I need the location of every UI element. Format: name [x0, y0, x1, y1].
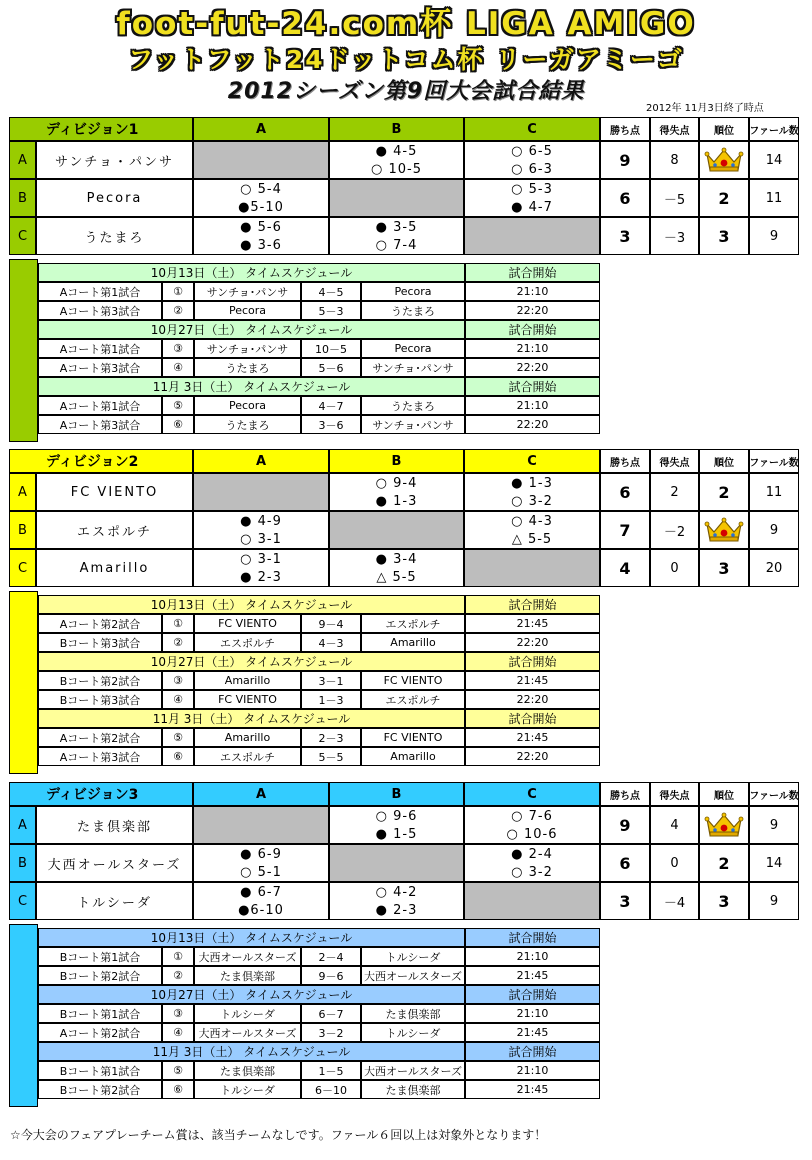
match-result: ● 4-5 — [375, 143, 418, 159]
goal-difference: －5 — [650, 179, 699, 217]
match-score: 4－5 — [301, 282, 361, 301]
column-header-fouls: ファール数 — [749, 782, 799, 806]
column-header-a: A — [193, 782, 329, 806]
match-number: ⑤ — [162, 396, 194, 415]
schedule-date-header: 10月27日（土） タイムスケジュール — [38, 320, 465, 339]
match-number: ⑥ — [162, 1080, 194, 1099]
match-away-team: トルシーダ — [361, 947, 465, 966]
column-header-b: B — [329, 117, 464, 141]
match-away-team: FC VIENTO — [361, 728, 465, 747]
match-number: ② — [162, 966, 194, 985]
match-home-team: トルシーダ — [194, 1080, 301, 1099]
team-letter: B — [9, 511, 36, 549]
goal-difference: 0 — [650, 844, 699, 882]
match-court: Aコート第1試合 — [38, 339, 162, 358]
match-home-team: サンチョ･パンサ — [194, 339, 301, 358]
schedule-start-header: 試合開始 — [465, 263, 600, 282]
column-header-goal-diff: 得失点 — [650, 782, 699, 806]
goal-difference: 2 — [650, 473, 699, 511]
match-result: ○ 3-2 — [511, 864, 553, 880]
team-letter: B — [9, 179, 36, 217]
win-points: 7 — [600, 511, 650, 549]
self-match-cell — [193, 141, 329, 179]
foul-count: 14 — [749, 141, 799, 179]
match-result: ○ 4-2 — [375, 884, 418, 900]
match-court: Aコート第2試合 — [38, 728, 162, 747]
match-result: ● 1-3 — [511, 475, 553, 491]
match-result: ○ 5-4 — [240, 181, 282, 197]
page-subtitle: 2012シーズン第9回大会試合結果 — [227, 79, 585, 104]
schedule-start-header: 試合開始 — [465, 652, 600, 671]
match-result: ○ 7-4 — [375, 237, 418, 253]
match-court: Aコート第2試合 — [38, 614, 162, 633]
match-result: ○ 5-1 — [240, 864, 282, 880]
match-away-team: うたまろ — [361, 301, 465, 320]
self-match-cell — [329, 511, 464, 549]
match-score: 10－5 — [301, 339, 361, 358]
match-away-team: サンチョ･パンサ — [361, 358, 465, 377]
match-number: ① — [162, 282, 194, 301]
rank: 3 — [699, 549, 749, 587]
crown-icon — [704, 146, 744, 174]
match-home-team: Amarillo — [194, 671, 301, 690]
match-number: ② — [162, 301, 194, 320]
schedule-start-header: 試合開始 — [465, 709, 600, 728]
division-side-bar — [9, 924, 38, 1107]
division-side-bar — [9, 259, 38, 442]
match-court: Aコート第3試合 — [38, 415, 162, 434]
match-home-team: Pecora — [194, 301, 301, 320]
match-score: 3－2 — [301, 1023, 361, 1042]
match-result: ● 5-6 — [240, 219, 282, 235]
division-title: ディビジョン1 — [9, 117, 193, 141]
foul-count: 9 — [749, 217, 799, 255]
match-away-team: たま倶楽部 — [361, 1080, 465, 1099]
match-court: Aコート第1試合 — [38, 396, 162, 415]
as-of-date: 2012年 11月3日終了時点 — [646, 103, 764, 114]
column-header-win-points: 勝ち点 — [600, 782, 650, 806]
foul-count: 11 — [749, 473, 799, 511]
team-name: エスポルチ — [36, 511, 193, 549]
column-header-a: A — [193, 117, 329, 141]
division-side-bar — [9, 591, 38, 774]
column-header-fouls: ファール数 — [749, 117, 799, 141]
schedule-start-header: 試合開始 — [465, 595, 600, 614]
schedule-date-header: 10月13日（土） タイムスケジュール — [38, 595, 465, 614]
match-score: 5－6 — [301, 358, 361, 377]
match-home-team: トルシーダ — [194, 1004, 301, 1023]
match-away-team: Amarillo — [361, 633, 465, 652]
rank: 3 — [699, 882, 749, 920]
match-number: ⑥ — [162, 415, 194, 434]
team-name: 大西オールスターズ — [36, 844, 193, 882]
schedule-date-header: 10月27日（土） タイムスケジュール — [38, 985, 465, 1004]
schedule-date-header: 10月27日（土） タイムスケジュール — [38, 652, 465, 671]
column-header-rank: 順位 — [699, 782, 749, 806]
match-result: ○ 9-4 — [375, 475, 418, 491]
match-number: ② — [162, 633, 194, 652]
schedule-start-header: 試合開始 — [465, 377, 600, 396]
match-result: ○ 3-2 — [511, 493, 553, 509]
self-match-cell — [193, 806, 329, 844]
match-start-time: 22:20 — [465, 690, 600, 709]
goal-difference: 4 — [650, 806, 699, 844]
match-result: ○ 6-3 — [511, 161, 553, 177]
match-result: ● 1-3 — [375, 493, 418, 509]
match-start-time: 21:45 — [465, 728, 600, 747]
match-court: Aコート第1試合 — [38, 282, 162, 301]
schedule-start-header: 試合開始 — [465, 1042, 600, 1061]
schedule-date-header: 10月13日（土） タイムスケジュール — [38, 928, 465, 947]
match-start-time: 21:45 — [465, 1080, 600, 1099]
team-letter: A — [9, 141, 36, 179]
win-points: 3 — [600, 217, 650, 255]
match-away-team: Pecora — [361, 282, 465, 301]
column-header-fouls: ファール数 — [749, 449, 799, 473]
match-away-team: うたまろ — [361, 396, 465, 415]
match-start-time: 22:20 — [465, 633, 600, 652]
rank: 2 — [699, 473, 749, 511]
match-away-team: エスポルチ — [361, 614, 465, 633]
match-number: ① — [162, 614, 194, 633]
column-header-c: C — [464, 449, 600, 473]
match-number: ④ — [162, 358, 194, 377]
match-court: Bコート第1試合 — [38, 1061, 162, 1080]
match-result: △ 5-5 — [511, 531, 553, 547]
goal-difference: 0 — [650, 549, 699, 587]
column-header-win-points: 勝ち点 — [600, 449, 650, 473]
self-match-cell — [464, 549, 600, 587]
match-start-time: 21:10 — [465, 1061, 600, 1080]
match-score: 4－7 — [301, 396, 361, 415]
column-header-b: B — [329, 782, 464, 806]
match-score: 1－5 — [301, 1061, 361, 1080]
self-match-cell — [464, 217, 600, 255]
win-points: 6 — [600, 844, 650, 882]
match-home-team: Amarillo — [194, 728, 301, 747]
match-court: Aコート第2試合 — [38, 1023, 162, 1042]
match-away-team: FC VIENTO — [361, 671, 465, 690]
match-number: ① — [162, 947, 194, 966]
team-letter: A — [9, 473, 36, 511]
match-home-team: Pecora — [194, 396, 301, 415]
self-match-cell — [329, 844, 464, 882]
match-court: Aコート第3試合 — [38, 747, 162, 766]
match-score: 3－6 — [301, 415, 361, 434]
column-header-c: C — [464, 782, 600, 806]
match-start-time: 22:20 — [465, 415, 600, 434]
match-result: ○ 3-1 — [240, 531, 282, 547]
schedule-start-header: 試合開始 — [465, 320, 600, 339]
match-result: ● 6-7 — [240, 884, 282, 900]
match-court: Bコート第2試合 — [38, 966, 162, 985]
match-result: ● 2-3 — [375, 902, 418, 918]
match-home-team: FC VIENTO — [194, 690, 301, 709]
match-home-team: エスポルチ — [194, 747, 301, 766]
column-header-a: A — [193, 449, 329, 473]
match-court: Bコート第2試合 — [38, 1080, 162, 1099]
column-header-b: B — [329, 449, 464, 473]
win-points: 9 — [600, 141, 650, 179]
rank: 2 — [699, 179, 749, 217]
match-result: ● 4-7 — [511, 199, 553, 215]
column-header-rank: 順位 — [699, 117, 749, 141]
match-score: 1－3 — [301, 690, 361, 709]
match-number: ⑤ — [162, 728, 194, 747]
match-away-team: 大西オールスターズ — [361, 966, 465, 985]
foul-count: 11 — [749, 179, 799, 217]
match-score: 6－7 — [301, 1004, 361, 1023]
self-match-cell — [464, 882, 600, 920]
schedule-date-header: 11月 3日（土） タイムスケジュール — [38, 709, 465, 728]
division-title: ディビジョン2 — [9, 449, 193, 473]
match-away-team: エスポルチ — [361, 690, 465, 709]
match-start-time: 21:45 — [465, 966, 600, 985]
match-start-time: 21:45 — [465, 614, 600, 633]
column-header-goal-diff: 得失点 — [650, 117, 699, 141]
match-result: ●6-10 — [238, 902, 284, 918]
match-start-time: 21:10 — [465, 1004, 600, 1023]
match-result: ● 3-4 — [375, 551, 418, 567]
match-number: ⑤ — [162, 1061, 194, 1080]
match-home-team: たま倶楽部 — [194, 966, 301, 985]
match-score: 2－4 — [301, 947, 361, 966]
match-home-team: 大西オールスターズ — [194, 947, 301, 966]
match-number: ③ — [162, 671, 194, 690]
team-name: トルシーダ — [36, 882, 193, 920]
match-score: 5－3 — [301, 301, 361, 320]
match-score: 2－3 — [301, 728, 361, 747]
match-number: ③ — [162, 339, 194, 358]
match-result: ● 6-9 — [240, 846, 282, 862]
match-home-team: サンチョ･パンサ — [194, 282, 301, 301]
win-points: 3 — [600, 882, 650, 920]
match-result: ○ 5-3 — [511, 181, 553, 197]
match-score: 4－3 — [301, 633, 361, 652]
match-score: 9－6 — [301, 966, 361, 985]
match-home-team: エスポルチ — [194, 633, 301, 652]
match-court: Bコート第1試合 — [38, 947, 162, 966]
column-header-goal-diff: 得失点 — [650, 449, 699, 473]
match-result: ○ 3-1 — [240, 551, 282, 567]
goal-difference: －3 — [650, 217, 699, 255]
self-match-cell — [329, 179, 464, 217]
team-name: FC VIENTO — [36, 473, 193, 511]
schedule-date-header: 11月 3日（土） タイムスケジュール — [38, 377, 465, 396]
team-letter: C — [9, 549, 36, 587]
title-english: foot-fut-24.com杯 LIGA AMIGO — [116, 6, 696, 42]
column-header-rank: 順位 — [699, 449, 749, 473]
match-score: 9－4 — [301, 614, 361, 633]
team-name: サンチョ・パンサ — [36, 141, 193, 179]
match-number: ④ — [162, 1023, 194, 1042]
match-number: ③ — [162, 1004, 194, 1023]
foul-count: 9 — [749, 511, 799, 549]
match-home-team: うたまろ — [194, 358, 301, 377]
match-away-team: トルシーダ — [361, 1023, 465, 1042]
team-letter: A — [9, 806, 36, 844]
match-score: 3－1 — [301, 671, 361, 690]
match-away-team: たま倶楽部 — [361, 1004, 465, 1023]
self-match-cell — [193, 473, 329, 511]
match-court: Aコート第3試合 — [38, 358, 162, 377]
match-result: ● 1-5 — [375, 826, 418, 842]
match-result: ●5-10 — [238, 199, 284, 215]
match-home-team: FC VIENTO — [194, 614, 301, 633]
win-points: 9 — [600, 806, 650, 844]
match-court: Bコート第3試合 — [38, 633, 162, 652]
column-header-win-points: 勝ち点 — [600, 117, 650, 141]
match-court: Bコート第2試合 — [38, 671, 162, 690]
footer-note: ☆今大会のフェアプレーチーム賞は、該当チームなしです。ファール６回以上は対象外となります！ — [10, 1128, 547, 1142]
goal-difference: －4 — [650, 882, 699, 920]
crown-icon — [704, 811, 744, 839]
schedule-start-header: 試合開始 — [465, 985, 600, 1004]
team-name: Pecora — [36, 179, 193, 217]
match-away-team: Amarillo — [361, 747, 465, 766]
win-points: 6 — [600, 473, 650, 511]
goal-difference: 8 — [650, 141, 699, 179]
schedule-start-header: 試合開始 — [465, 928, 600, 947]
team-letter: C — [9, 882, 36, 920]
team-name: たま倶楽部 — [36, 806, 193, 844]
match-number: ⑥ — [162, 747, 194, 766]
schedule-date-header: 10月13日（土） タイムスケジュール — [38, 263, 465, 282]
team-letter: B — [9, 844, 36, 882]
match-start-time: 21:45 — [465, 1023, 600, 1042]
match-score: 5－5 — [301, 747, 361, 766]
match-result: ○ 6-5 — [511, 143, 553, 159]
match-home-team: うたまろ — [194, 415, 301, 434]
match-result: △ 5-5 — [376, 569, 417, 585]
match-court: Bコート第3試合 — [38, 690, 162, 709]
match-score: 6－10 — [301, 1080, 361, 1099]
match-home-team: たま倶楽部 — [194, 1061, 301, 1080]
title-japanese: フットフット24ドットコム杯 リーガアミーゴ — [128, 45, 684, 74]
crown-icon — [704, 516, 744, 544]
match-result: ○ 4-3 — [511, 513, 553, 529]
match-home-team: 大西オールスターズ — [194, 1023, 301, 1042]
division-title: ディビジョン3 — [9, 782, 193, 806]
match-start-time: 21:10 — [465, 339, 600, 358]
match-result: ● 2-3 — [240, 569, 282, 585]
match-number: ④ — [162, 690, 194, 709]
goal-difference: －2 — [650, 511, 699, 549]
match-court: Aコート第3試合 — [38, 301, 162, 320]
match-start-time: 22:20 — [465, 747, 600, 766]
match-court: Bコート第1試合 — [38, 1004, 162, 1023]
match-start-time: 22:20 — [465, 358, 600, 377]
match-result: ○ 7-6 — [511, 808, 553, 824]
match-start-time: 21:45 — [465, 671, 600, 690]
match-result: ○ 9-6 — [375, 808, 418, 824]
match-start-time: 21:10 — [465, 947, 600, 966]
win-points: 6 — [600, 179, 650, 217]
match-start-time: 21:10 — [465, 282, 600, 301]
match-result: ● 3-6 — [240, 237, 282, 253]
team-letter: C — [9, 217, 36, 255]
match-start-time: 22:20 — [465, 301, 600, 320]
match-result: ● 3-5 — [375, 219, 418, 235]
column-header-c: C — [464, 117, 600, 141]
foul-count: 9 — [749, 882, 799, 920]
foul-count: 9 — [749, 806, 799, 844]
team-name: うたまろ — [36, 217, 193, 255]
match-result: ○ 10-6 — [506, 826, 558, 842]
match-start-time: 21:10 — [465, 396, 600, 415]
match-result: ○ 10-5 — [371, 161, 422, 177]
rank: 3 — [699, 217, 749, 255]
match-away-team: Pecora — [361, 339, 465, 358]
match-result: ● 2-4 — [511, 846, 553, 862]
schedule-date-header: 11月 3日（土） タイムスケジュール — [38, 1042, 465, 1061]
team-name: Amarillo — [36, 549, 193, 587]
rank: 2 — [699, 844, 749, 882]
match-result: ● 4-9 — [240, 513, 282, 529]
match-away-team: サンチョ･パンサ — [361, 415, 465, 434]
win-points: 4 — [600, 549, 650, 587]
foul-count: 20 — [749, 549, 799, 587]
foul-count: 14 — [749, 844, 799, 882]
match-away-team: 大西オールスターズ — [361, 1061, 465, 1080]
